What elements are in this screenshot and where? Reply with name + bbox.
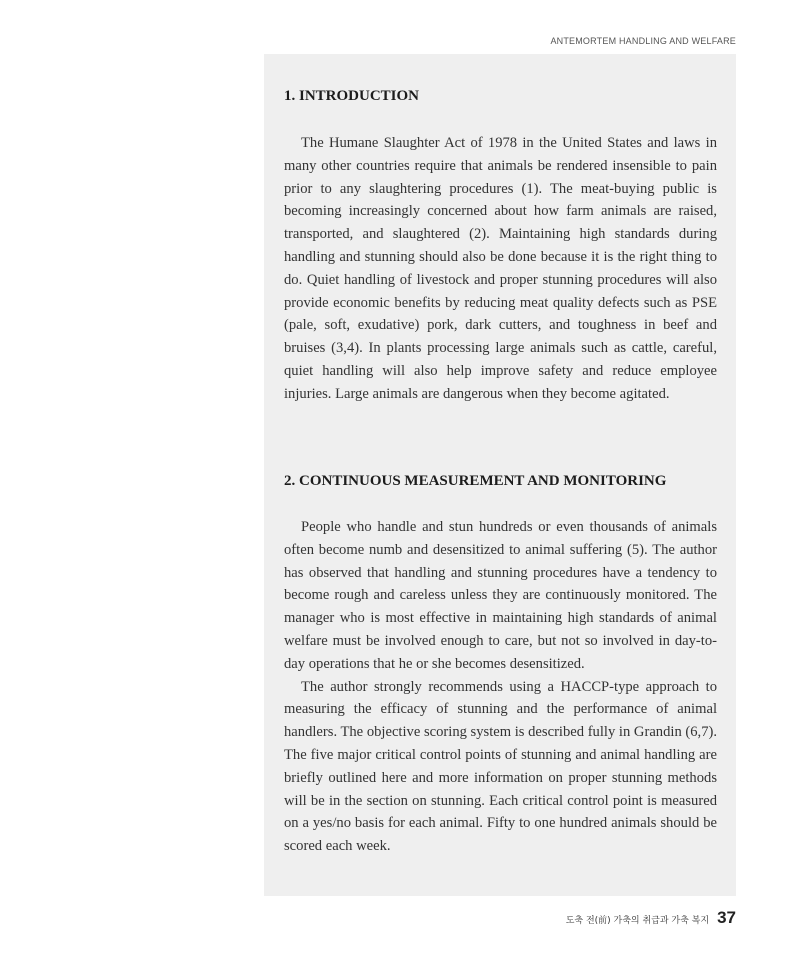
section-body-introduction: [284, 132, 717, 406]
section-heading-introduction: 1. INTRODUCTION: [284, 88, 420, 104]
section-body-monitoring: [284, 516, 717, 858]
paragraph: The Humane Slaughter Act of 1978 in the United States and laws in many other countries require that animals be rendered insensible to pain prior to any slaughtering procedures (1). The meat-buying public is becoming increasingly concerned about how farm animals are raised, transported, and slaughtered (2). Maintaining high standards during handling and stunning should also be done because it is the right thing to do. Quiet handling of livestock and proper stunning procedures will also provide economic benefits by reducing meat quality defects such as PSE (pale, soft, exudative) pork, dark cutters, and toughness in beef and bruises (3,4). In plants processing large animals such as cattle, careful, quiet handling will also help improve safety and reduce employee injuries. Large animals are dangerous when they become agitated.: [284, 135, 717, 402]
page-footer: [566, 908, 736, 928]
section-heading-monitoring: 2. CONTINUOUS MEASUREMENT AND MONITORING: [284, 473, 667, 489]
paragraph: The author strongly recommends using a HACCP-type approach to measuring the efficacy of stunning and the performance of animal handlers. The objective scoring system is described fully in Grandin (6,7). The five major critical control points of stunning and animal handling are briefly outlined here and more information on proper stunning methods will be in the section on stunning. Each critical control point is measured on a yes/no basis for each animal. Fifty to one hundred animals should be scored each week.: [284, 678, 717, 855]
footer-title: 도축 전(前) 가축의 취급과 가축 복지: [565, 916, 710, 926]
page-number: 37: [717, 908, 736, 927]
paragraph: People who handle and stun hundreds or even thousands of animals often become numb and desensitized to animal suffering (5). The author has observed that handling and stunning procedures have a tendency to become rough and careless unless they are continuously monitored. The manager who is most effective in maintaining high standards of animal welfare must be involved enough to care, but not so involved in day-to-day operations that he or she becomes desensitized.: [284, 519, 717, 672]
running-header: ANTEMORTEM HANDLING AND WELFARE: [550, 36, 736, 46]
